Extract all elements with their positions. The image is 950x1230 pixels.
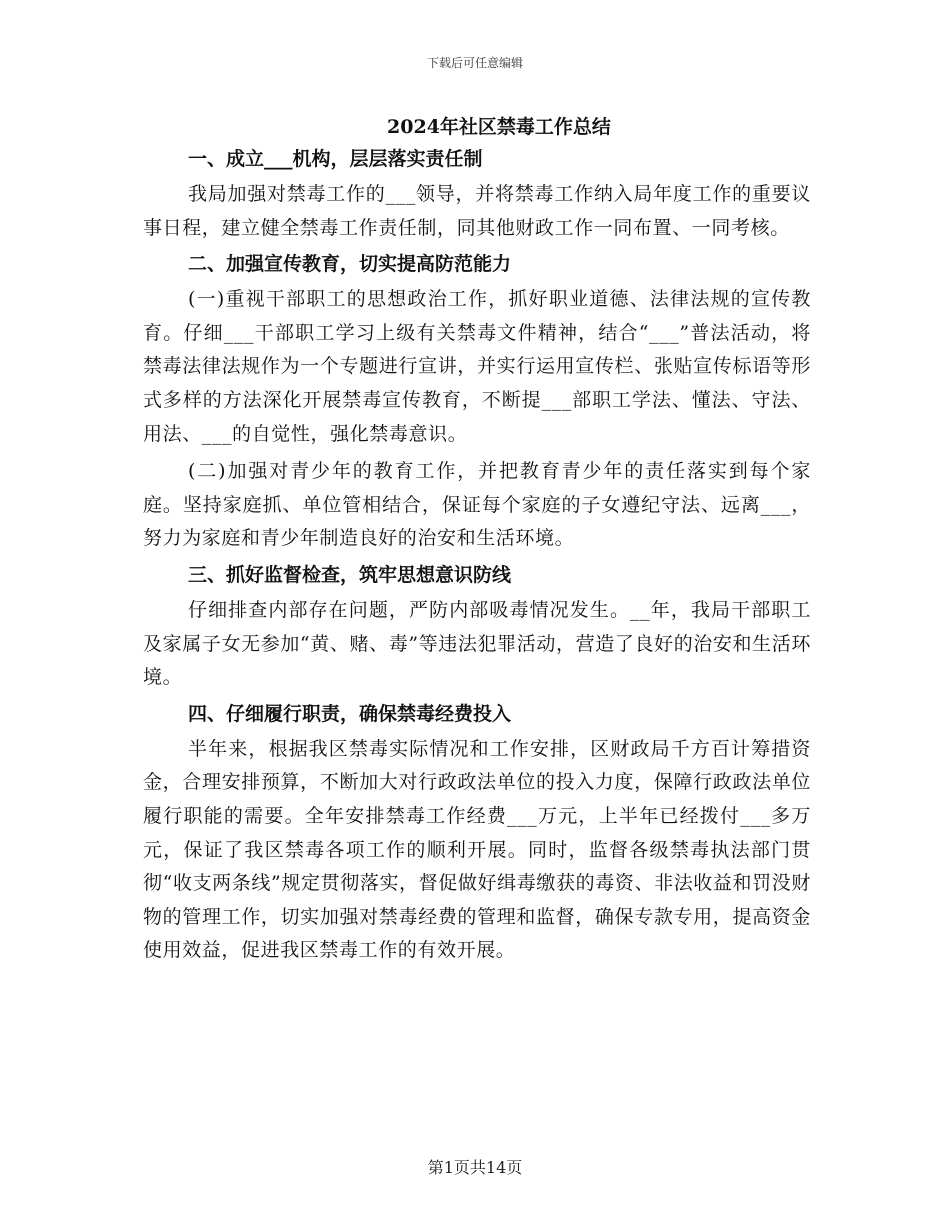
document-body — [143, 112, 811, 972]
section-4-paragraph-1: 半年来，根据我区禁毒实际情况和工作安排，区财政局千方百计筹措资金，合理安排预算，不断加大对行政政法单位的投入力度，保障行政政法单位履行职能的需要。全年安排禁毒工作经费___万元，上半年已经拨付___多万元，保证了我区禁毒各项工作的顺利开展。同时，监督各级禁毒执法部门贯彻“收支两条线”规定贯彻落实，督促做好缉毒缴获的毒资、非法收益和罚没财物的管理工作，切实加强对禁毒经费的管理和监督，确保专款专用，提高资金使用效益，促进我区禁毒工作的有效开展。 — [143, 737, 811, 962]
section-heading-3: 三、抓好监督检查，筑牢思想意识防线 — [188, 563, 512, 586]
section-2-paragraph-1: (一)重视干部职工的思想政治工作，抓好职业道德、法律法规的宣传教育。仔细___干部职工学习上级有关禁毒文件精神，结合“___”普法活动，将禁毒法律法规作为一个专题进行宣讲，并实行运用宣传栏、张贴宣传标语等形式多样的方法深化开展禁毒宣传教育，不断提___部职工学法、懂法、守法、用法、___的自觉性，强化禁毒意识。 — [143, 288, 811, 445]
section-heading-2: 二、加强宣传教育，切实提高防范能力 — [188, 253, 512, 276]
header-note: 下载后可任意编辑 — [426, 56, 523, 70]
page-number-footer: 第1页共14页 — [427, 1158, 523, 1177]
section-heading-1: 一、成立___机构，层层落实责任制 — [188, 148, 483, 170]
section-3-paragraph-1: 仔细排查内部存在问题，严防内部吸毒情况发生。__年，我局干部职工及家属子女无参加“黄、赌、毒”等违法犯罪活动，营造了良好的治安和生活环境。 — [143, 598, 811, 689]
document-title: 2024年社区禁毒工作总结 — [387, 116, 611, 138]
section-2-paragraph-2: (二)加强对青少年的教育工作，并把教育青少年的责任落实到每个家庭。坚持家庭抓、单位管相结合，保证每个家庭的子女遵纪守法、远离___，努力为家庭和青少年制造良好的治安和生活环境。 — [143, 460, 811, 550]
section-1-paragraph-1: 我局加强对禁毒工作的___领导，并将禁毒工作纳入局年度工作的重要议事日程，建立健全禁毒工作责任制，同其他财政工作一同布置、一同考核。 — [143, 183, 811, 239]
section-heading-4: 四、仔细履行职责，确保禁毒经费投入 — [188, 702, 512, 725]
